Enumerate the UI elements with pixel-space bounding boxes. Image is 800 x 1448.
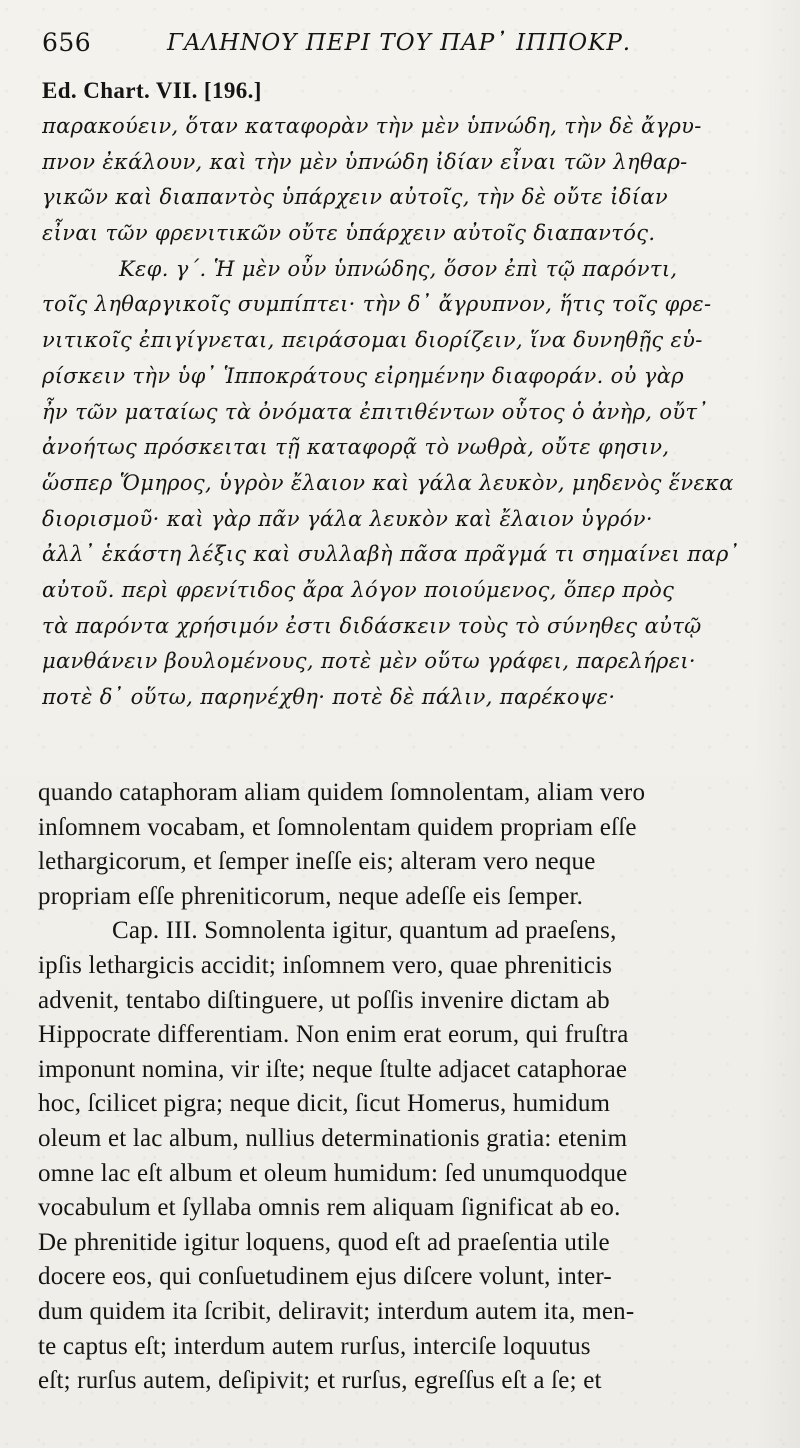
running-head: ΓΑΛΗΝΟΥ ΠΕΡΙ ΤΟΥ ΠΑΡ᾽ ΙΠΠΟΚΡ. (167, 30, 632, 56)
greek-line: νιτικοῖς ἐπιγίγνεται, πειράσομαι διορίζειν, ἵνα δυνηθῇς εὑ- (42, 328, 703, 353)
latin-line: hoc, ſcilicet pigra; neque dicit, ſicut Homerus, humidum (38, 1090, 611, 1118)
latin-text-block (38, 776, 768, 1399)
greek-line: παρακούειν, ὅταν καταφορὰν τὴν μὲν ὑπνώδη, τὴν δὲ ἄγρυ- (42, 114, 702, 138)
latin-line: ipſis lethargicis accidit; inſomnem vero, quae phreniticis (38, 951, 613, 979)
latin-line: propriam eſſe phreniticorum, neque adeſſe eis ſemper. (38, 882, 584, 910)
latin-chapter-line: Cap. III. Somnolenta igitur, quantum ad praeſens, (112, 917, 617, 945)
latin-line: imponunt nomina, vir iſte; neque ſtulte adjacet cataphorae (38, 1055, 628, 1083)
greek-line: ἦν τῶν ματαίως τὰ ὀνόματα ἐπιτιθέντων οὗτος ὁ ἀνὴρ, οὔτ᾽ (42, 399, 709, 424)
latin-line: lethargicorum, et ſemper ineſſe eis; alteram vero neque (38, 848, 596, 876)
greek-line: τὰ παρόντα χρήσιμόν ἐστι διδάσκειν τοὺς τὸ σύνηθες αὐτῷ (42, 613, 702, 638)
greek-line: πνον ἐκάλουν, καὶ τὴν μὲν ὑπνώδη ἰδίαν εἶναι τῶν ληθαρ- (42, 149, 688, 174)
latin-line: vocabulum et ſyllaba omnis rem aliquam ſignificat ab eo. (38, 1194, 621, 1222)
greek-line: ρίσκειν τὴν ὑφ᾽ Ἱπποκράτους εἰρημένην διαφοράν. οὐ γὰρ (42, 363, 684, 388)
latin-line: De phrenitide igitur loquens, quod eſt ad praeſentia utile (38, 1228, 610, 1256)
page-number: 656 (42, 28, 92, 57)
latin-line: Hippocrate differentiam. Non enim erat eorum, qui fruſtra (38, 1021, 629, 1049)
latin-line: oleum et lac album, nullius determinationis gratia: etenim (38, 1124, 628, 1152)
greek-line: διορισμοῦ· καὶ γὰρ πᾶν γάλα λευκὸν καὶ ἔλαιον ὑγρόν· (42, 506, 653, 531)
greek-line: αὐτοῦ. περὶ φρενίτιδος ἄρα λόγον ποιούμενος, ὅπερ πρὸς (42, 577, 675, 602)
latin-line: omne lac eſt album et oleum humidum: ſed unumquodque (38, 1159, 628, 1187)
latin-line: docere eos, qui conſuetudinem ejus diſcere volunt, inter- (38, 1263, 612, 1291)
latin-line: te captus eſt; interdum autem rurſus, interciſe loquutus (38, 1332, 591, 1360)
scan-edge-shadow (756, 0, 800, 1448)
greek-line: ὥσπερ Ὅμηρος, ὑγρὸν ἔλαιον καὶ γάλα λευκὸν, μηδενὸς ἕνεκα (42, 470, 734, 495)
latin-line: inſomnem vocabam, et ſomnolentam quidem propriam eſſe (38, 813, 637, 841)
latin-line: quando cataphoram aliam quidem ſomnolentam, aliam vero (38, 779, 646, 806)
greek-line: ποτὲ δ᾽ οὕτω, παρηνέχθη· ποτὲ δὲ πάλιν, παρέκοψε· (42, 685, 616, 709)
greek-line: ἀλλ᾽ ἑκάστη λέξις καὶ συλλαβὴ πᾶσα πρᾶγμά τι σημαίνει παρ᾽ (42, 542, 740, 567)
greek-chapter-line: Κεφ. γ΄. Ἡ μὲν οὖν ὑπνώδης, ὅσον ἐπὶ τῷ παρόντι, (119, 256, 678, 281)
latin-line: advenit, tentabo diſtinguere, ut poſſis invenire dictam ab (38, 986, 610, 1014)
greek-line: τοῖς ληθαργικοῖς συμπίπτει· τὴν δ᾽ ἄγρυπνον, ἥτις τοῖς φρε- (42, 292, 712, 317)
latin-line: dum quidem ita ſcribit, deliravit; interdum autem ita, men- (38, 1297, 635, 1325)
greek-line: ἀνοήτως πρόσκειται τῇ καταφορᾷ τὸ νωθρὰ, οὔτε φησιν, (42, 435, 670, 460)
edition-reference: Ed. Chart. VII. [196.] (42, 78, 262, 103)
page-header (42, 28, 762, 68)
greek-line: εἶναι τῶν φρενιτικῶν οὔτε ὑπάρχειν αὐτοῖς διαπαντός. (42, 221, 656, 246)
greek-line: μανθάνειν βουλομένους, ποτὲ μὲν οὕτω γράφει, παρελήρει· (42, 649, 696, 674)
greek-line: γικῶν καὶ διαπαντὸς ὑπάρχειν αὐτοῖς, τὴν δὲ οὔτε ἰδίαν (42, 185, 668, 210)
greek-text-block (42, 109, 767, 716)
latin-line: eſt; rurſus autem, deſipivit; et rurſus, egreſſus eſt a ſe; et (38, 1367, 602, 1395)
